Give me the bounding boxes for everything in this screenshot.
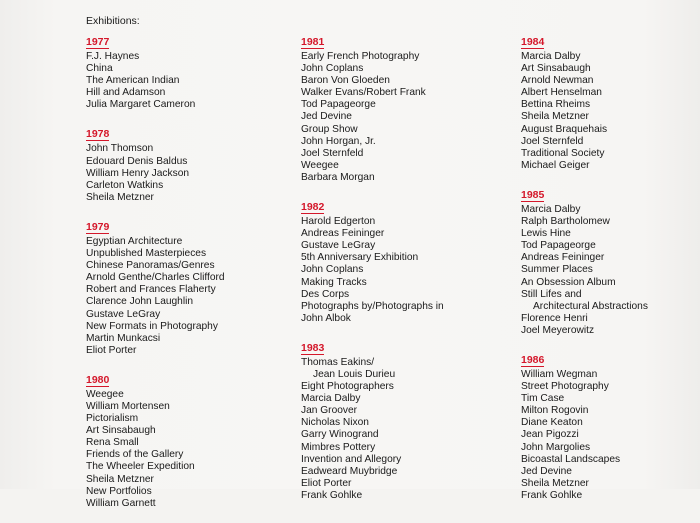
column-1 [86,32,286,523]
year-heading: 1983 [301,341,325,354]
exhibition-entry: Robert and Frances Flaherty [86,284,216,296]
exhibition-entry: Julia Margaret Cameron [86,99,196,111]
exhibition-entry: Early French Photography [301,51,420,62]
exhibition-entry: William Wegman [521,368,598,380]
exhibition-entry: Jan Groover [301,405,358,417]
year-heading: 1980 [86,373,110,386]
exhibition-entry: John Coplans [301,63,364,75]
exhibition-entry: Jean Pigozzi [521,429,579,441]
exhibition-entry: Still Lifes and [521,288,582,300]
exhibition-entry: Street Photography [521,381,609,393]
exhibition-entry: William Henry Jackson [86,167,190,179]
year-block-1977 [86,32,286,111]
exhibition-entry: Marcia Dalby [521,203,581,215]
exhibition-entry: Ralph Bartholomew [521,216,610,228]
exhibition-entry: Des Corps [301,288,350,300]
exhibition-entry: Art Sinsabaugh [521,63,591,75]
exhibition-entry: F.J. Haynes [86,51,140,62]
exhibition-entry: Weegee [301,159,339,171]
year-block-1986 [521,350,700,502]
exhibition-entry: Jean Louis Durieu [313,368,396,380]
year-block-1985 [521,185,700,337]
exhibition-entry: The Wheeler Expedition [86,461,195,473]
exhibition-entry: Weegee [86,388,124,400]
exhibition-entry: Marcia Dalby [301,393,361,405]
year-heading: 1984 [521,36,545,48]
exhibition-entry: Eliot Porter [86,344,137,356]
exhibition-entry: August Braquehais [521,123,608,135]
exhibition-entry: Egyptian Architecture [86,235,183,247]
exhibition-entry: Baron Von Gloeden [301,75,390,87]
exhibition-entry: Jed Devine [521,465,572,477]
year-block-1978 [86,124,286,203]
year-heading: 1977 [86,36,110,48]
exhibition-entry: Hill and Adamson [86,87,166,99]
year-block-1982 [301,197,501,325]
exhibition-entry: Unpublished Masterpieces [86,248,207,260]
exhibition-entry: Eight Photographers [301,381,394,393]
exhibition-entry: Nicholas Nixon [301,417,369,429]
exhibition-entry: Chinese Panoramas/Genres [86,260,215,272]
exhibition-entry: John Horgan, Jr. [301,135,376,147]
year-heading: 1981 [301,36,325,48]
year-block-1981 [301,32,501,184]
exhibition-entry: Michael Geiger [521,159,590,171]
exhibition-entry: Mimbres Pottery [301,441,376,453]
exhibition-entry: Thomas Eakins/ [301,356,375,368]
exhibition-entry: Making Tracks [301,276,367,288]
exhibition-entry: Sheila Metzner [86,473,154,485]
year-heading: 1979 [86,220,110,233]
exhibition-entry: John Coplans [301,264,364,276]
exhibition-entry: An Obsession Album [521,276,616,288]
exhibition-entry: Bettina Rheims [521,99,591,111]
exhibition-entry: Joel Sternfeld [521,135,584,147]
exhibition-entry: Marcia Dalby [521,51,581,62]
year-block-1983 [301,338,501,502]
exhibition-entry: William Mortensen [86,400,170,412]
exhibition-entry: Gustave LeGray [86,308,161,320]
exhibition-entry: Invention and Allegory [301,453,402,465]
exhibition-entry: Milton Rogovin [521,405,589,417]
exhibition-entry: Pictorialism [86,413,139,425]
year-heading: 1986 [521,353,545,366]
exhibition-entry: Carleton Watkins [86,179,164,191]
year-block-1984 [521,32,700,172]
exhibition-entry: Joel Meyerowitz [521,324,595,336]
exhibition-entry: New Portfolios [86,485,152,497]
exhibition-entry: Walker Evans/Robert Frank [301,87,426,99]
exhibition-entry: Tod Papageorge [521,240,596,252]
exhibition-entry: The American Indian [86,75,180,87]
exhibition-entry: Clarence John Laughlin [86,296,194,308]
exhibition-entry: Florence Henri [521,312,588,324]
year-block-1979 [86,217,286,357]
exhibition-entry: Bicoastal Landscapes [521,453,621,465]
exhibition-entry: Group Show [301,123,358,135]
exhibition-entry: Martin Munkacsi [86,332,161,344]
column-2 [301,32,501,515]
exhibition-entry: Sheila Metzner [521,111,589,123]
exhibition-entry: Art Sinsabaugh [86,425,156,437]
exhibition-entry: Sheila Metzner [521,477,589,489]
exhibition-entry: John Margolies [521,441,591,453]
exhibition-entry: Arnold Newman [521,75,594,87]
year-heading: 1982 [301,201,325,214]
column-3 [521,32,700,515]
exhibition-entry: Jed Devine [301,111,352,123]
exhibition-entry: Tod Papageorge [301,99,376,111]
exhibition-entry: Friends of the Gallery [86,449,184,461]
year-heading: 1985 [521,188,545,201]
exhibition-entry: Eadweard Muybridge [301,465,398,477]
exhibition-entry: Tim Case [521,393,565,405]
exhibition-entry: Lewis Hine [521,228,571,240]
exhibition-entry: Diane Keaton [521,417,583,429]
exhibition-entry: Garry Winogrand [301,429,379,441]
exhibition-entry: Architectural Abstractions [533,300,648,312]
exhibition-entry: Edouard Denis Baldus [86,155,188,167]
exhibition-entry: Rena Small [86,437,139,449]
exhibition-entry: 5th Anniversary Exhibition [301,252,419,264]
exhibition-entry: Harold Edgerton [301,216,376,228]
exhibition-entry: John Albok [301,312,351,324]
year-heading: 1978 [86,128,110,141]
exhibition-entry: Frank Gohlke [521,489,583,501]
exhibition-entry: Summer Places [521,264,593,276]
exhibition-entry: Sheila Metzner [86,191,154,203]
exhibition-entry: New Formats in Photography [86,320,218,332]
exhibition-entry: Joel Sternfeld [301,147,364,159]
exhibition-entry: China [86,63,113,75]
exhibition-entry: Gustave LeGray [301,240,376,252]
exhibition-entry: Traditional Society [521,147,605,159]
page-heading: Exhibitions: [86,15,140,27]
exhibition-entry: Arnold Genthe/Charles Clifford [86,272,225,284]
exhibition-entry: Andreas Feininger [301,228,385,240]
exhibition-entry: Andreas Feininger [521,252,605,264]
exhibition-entry: Frank Gohlke [301,489,363,501]
exhibition-entry: Eliot Porter [301,477,352,489]
exhibition-entry: Albert Henselman [521,87,602,99]
exhibition-entry: John Thomson [86,143,154,155]
exhibition-entry: Barbara Morgan [301,171,375,183]
exhibition-entry: Photographs by/Photographs in [301,300,444,312]
exhibition-entry: William Garnett [86,497,156,509]
